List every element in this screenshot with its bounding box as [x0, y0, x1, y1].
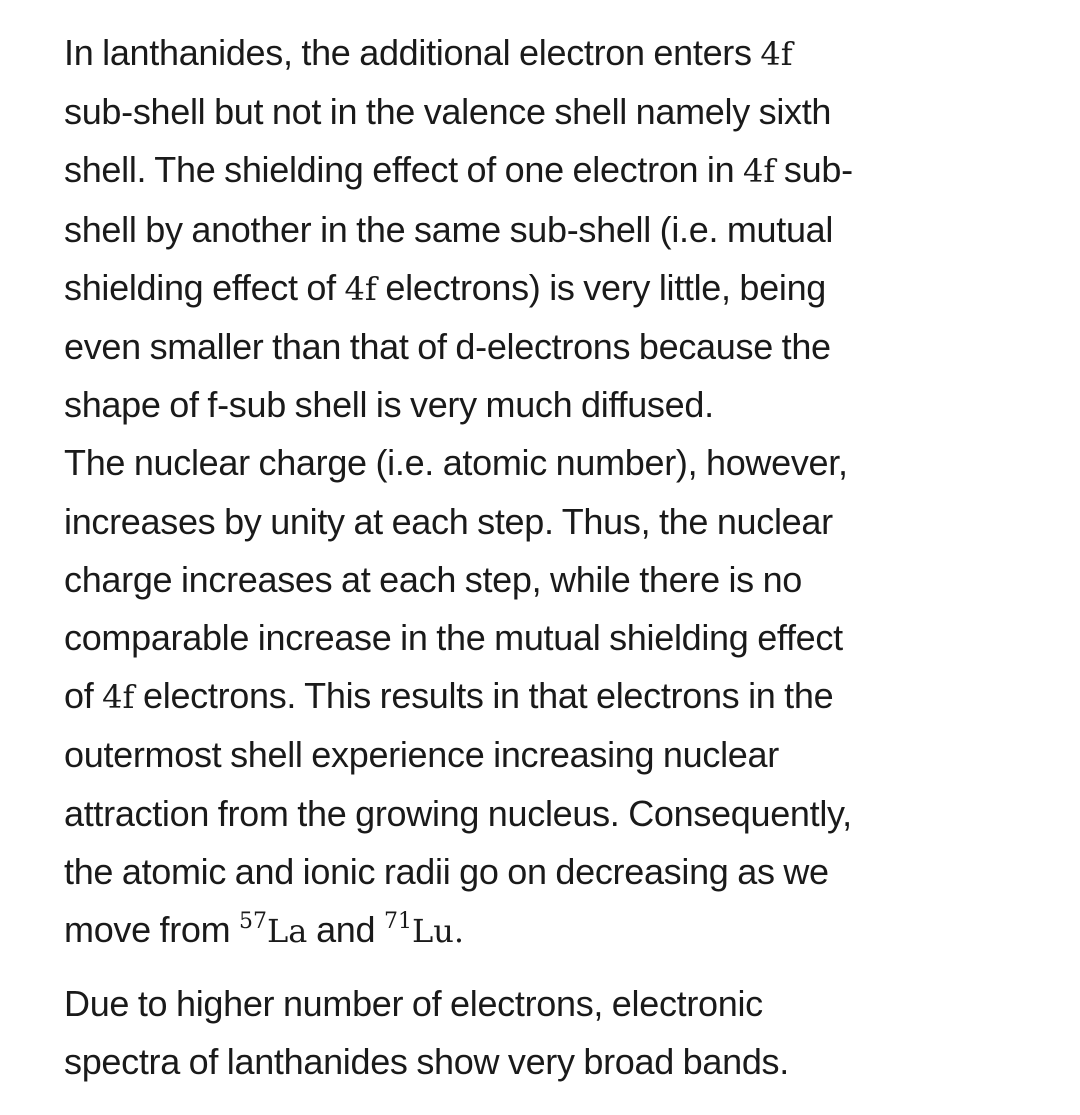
math-4f: 4f	[743, 152, 776, 191]
text-line	[64, 141, 1064, 200]
paragraph-nuclear-charge	[64, 434, 1064, 965]
text-line: shape of f-sub shell is very much diffused.	[64, 384, 714, 426]
math-4f: 4f	[344, 269, 377, 308]
text-run: of	[64, 675, 103, 717]
text-line: The nuclear charge (i.e. atomic number), however,	[64, 442, 848, 484]
superscript-atomic-number: 57	[239, 909, 268, 935]
text-run: electrons) is very little, being	[376, 266, 827, 308]
text-run: shell. The shielding effect of one electron in	[64, 149, 744, 191]
text-line: outermost shell experience increasing nuclear	[64, 734, 779, 776]
text-run: electrons. This results in that electrons in the	[134, 675, 834, 717]
text-line: charge increases at each step, while there is no	[64, 558, 803, 600]
text-line: spectra of lanthanides show very broad bands.	[64, 1041, 789, 1083]
math-4f: 4f	[102, 678, 135, 717]
text-line: comparable increase in the mutual shielding effect	[64, 617, 843, 659]
text-run: sub-	[775, 149, 853, 191]
text-line: even smaller than that of d-electrons because the	[64, 326, 831, 368]
text-run: move from	[64, 909, 240, 951]
math-4f: 4f	[760, 35, 793, 73]
text-line: Due to higher number of electrons, electronic	[64, 983, 763, 1025]
text-line: sub-shell but not in the valence shell namely sixth	[64, 91, 832, 133]
paragraph-shielding	[64, 24, 1064, 434]
text-line	[64, 667, 1064, 726]
text-run: and	[307, 909, 384, 951]
paragraph-spectra	[64, 975, 1064, 1091]
document-body	[64, 24, 1064, 1092]
text-run: In lanthanides, the additional electron enters	[64, 32, 761, 73]
text-line: the atomic and ionic radii go on decreasing as we	[64, 850, 829, 892]
element-symbol-la: La	[267, 912, 308, 951]
text-run: shielding effect of	[64, 266, 345, 308]
text-line	[64, 901, 1064, 965]
superscript-atomic-number: 71	[383, 909, 412, 935]
text-line: attraction from the growing nucleus. Consequently,	[64, 792, 852, 834]
element-symbol-lu: Lu.	[411, 912, 464, 951]
text-line	[64, 24, 1064, 83]
text-line	[64, 259, 1064, 318]
text-line: shell by another in the same sub-shell (i.e. mutual	[64, 208, 834, 250]
text-line: increases by unity at each step. Thus, the nuclear	[64, 500, 833, 542]
